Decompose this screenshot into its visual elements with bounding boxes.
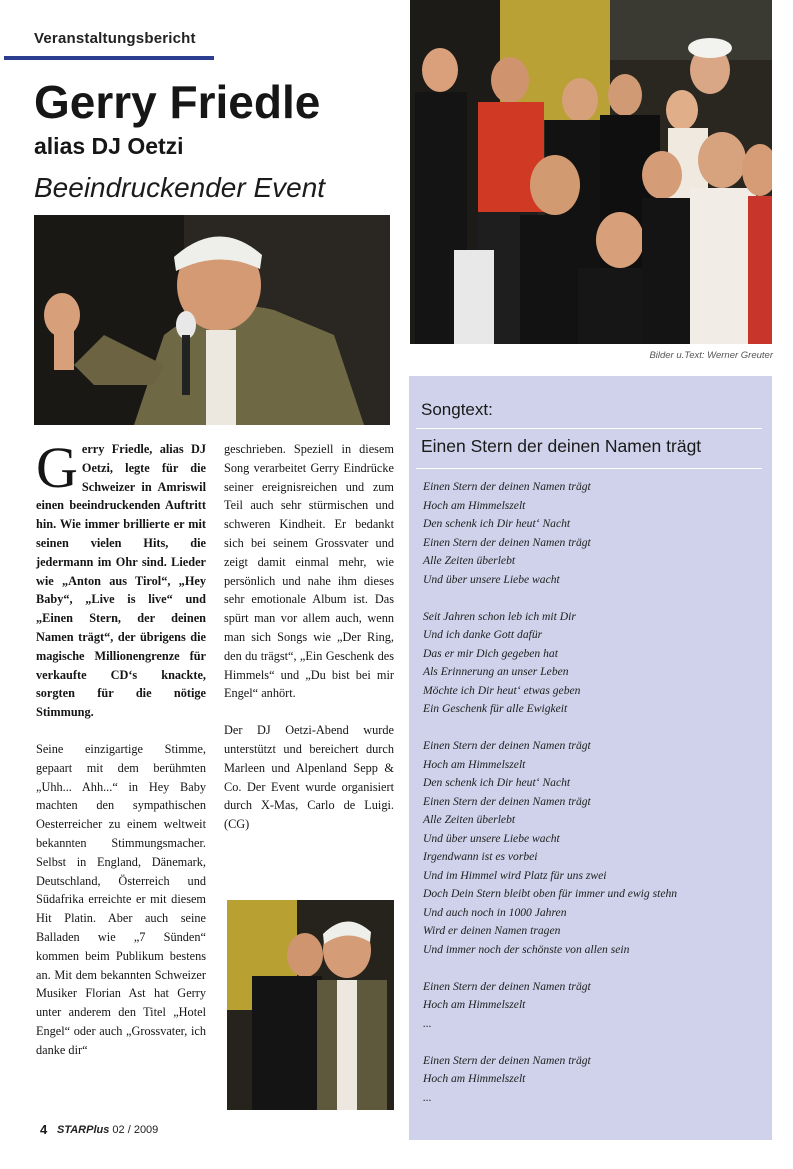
lyric-line: Das er mir Dich gegeben hat [423, 646, 558, 660]
lyric-line: Alle Zeiten überlebt [423, 554, 516, 567]
lyric-line: Und ich danke Gott dafür [423, 628, 543, 641]
article-paragraph-3: geschrieben. Speziell in diesem Song verarbeitet Gerry Eindrücke seiner ereignisreichen und zum Teil auch sehr stürmischen und schweren Kindheit. Er bedankt sich bei seinem Grossvater und zeigt damit einmal mehr, wie persönlich und nahe ihm dieses sehr emotionale Album ist. Das spürt man vor allem auch, wenn man sich Songs wie „Der Ring, den du trägst“, „Ein Geschenk des Himmels“ und „Du bist bei mir Engel“ anhört. [224, 442, 394, 701]
page-subtitle: alias DJ Oetzi [34, 133, 184, 159]
lyric-line: Einen Stern der deinen Namen trägt [423, 794, 591, 808]
section-rule [4, 56, 214, 60]
lyric-line: Einen Stern der deinen Namen trägt [423, 739, 591, 752]
lyric-line: Doch Dein Stern bleibt oben für immer und ewig stehn [423, 887, 678, 900]
lyric-line: Irgendwann ist es vorbei [423, 850, 538, 863]
page-number: 4 [40, 1122, 48, 1137]
lyric-line: Als Erinnerung an unser Leben [423, 665, 569, 678]
photo-credit: Bilder u.Text: Werner Greuter [649, 350, 773, 361]
lyric-line: Einen Stern der deinen Namen trägt [423, 1053, 591, 1067]
issue-number: 02 / 2009 [112, 1124, 159, 1136]
lyric-line: Hoch am Himmelszelt [423, 1072, 526, 1085]
lyric-line: ... [423, 1016, 432, 1030]
lyric-line: Einen Stern der deinen Namen trägt [423, 535, 591, 549]
songtext-rule [416, 428, 762, 429]
lyric-line: Und über unsere Liebe wacht [423, 831, 560, 845]
lyrics [423, 478, 763, 1126]
lyrics-stanza [423, 737, 763, 959]
lyric-line: Wird er deinen Namen tragen [423, 924, 561, 937]
article-lead [36, 435, 206, 722]
article-paragraph-2: Seine einzigartige Stimme, gepaart mit dem berühmten „Uhh... Ahh...“ in Hey Baby machten den sympathischen Oesterreicher zu einem weltweit bekannten Stimmungsmacher. Selbst in England, Dänemark, Deutschland, Österreich und Südafrika erreichte er mit diesem Hit Platin. Aber auch seine Balladen wie „7 Sünden“ kommen beim Publikum bestens an. Mit dem bekannten Schweizer Musiker Florian Ast hat Gerry unter anderem den Titel „Hotel Engel“ oder auch „Grossvater, ich danke dir“ [36, 741, 206, 1057]
article-paragraph-4: Der DJ Oetzi-Abend wurde unterstützt und bereichert durch Marleen und Alpenland Sepp & Co. Der Event wurde organisiert durch X-Mas, Carlo de Luigi. (CG) [224, 723, 394, 832]
magazine-issue [57, 1124, 158, 1136]
lyric-line: Den schenk ich Dir heut‘ Nacht [423, 776, 571, 789]
lyric-line: Ein Geschenk für alle Ewigkeit [423, 702, 568, 715]
lyric-line: Hoch am Himmelszelt [423, 498, 526, 512]
article-column-2 [224, 440, 394, 834]
lyrics-stanza [423, 1052, 763, 1108]
group-photo [410, 0, 772, 344]
lyric-line: Hoch am Himmelszelt [423, 757, 526, 771]
article-column-1 [36, 435, 206, 1060]
section-label: Veranstaltungsbericht [34, 30, 196, 47]
duo-photo [227, 900, 394, 1110]
performer-photo [34, 215, 390, 425]
lyric-line: Den schenk ich Dir heut‘ Nacht [423, 517, 571, 530]
lyric-line: Alle Zeiten überlebt [423, 813, 516, 826]
lyric-line: Und über unsere Liebe wacht [423, 572, 560, 586]
lyric-line: Einen Stern der deinen Namen trägt [423, 979, 591, 993]
lyric-line: Und im Himmel wird Platz für uns zwei [423, 868, 607, 882]
magazine-name: STARPlus [57, 1124, 110, 1136]
lyrics-stanza [423, 978, 763, 1034]
song-title: Einen Stern der deinen Namen trägt [421, 436, 702, 456]
songtext-rule [416, 468, 762, 469]
page-title: Gerry Friedle [34, 76, 321, 128]
lyrics-stanza [423, 478, 763, 589]
songtext-label: Songtext: [421, 400, 493, 419]
lyric-line: Seit Jahren schon leb ich mit Dir [423, 609, 576, 623]
drop-cap: G [36, 435, 78, 500]
page-tagline: Beeindruckender Event [34, 172, 326, 203]
lyric-line: Möchte ich Dir heut‘ etwas geben [423, 683, 581, 697]
lyric-line: ... [423, 1090, 432, 1104]
lyric-line: Einen Stern der deinen Namen trägt [423, 480, 591, 493]
lyrics-stanza [423, 608, 763, 719]
lyric-line: Und immer noch der schönste von allen sein [423, 942, 630, 956]
lyric-line: Hoch am Himmelszelt [423, 998, 526, 1011]
lyric-line: Und auch noch in 1000 Jahren [423, 905, 567, 919]
lead-text: erry Friedle, alias DJ Oetzi, legte für die Schweizer in Amriswil einen beeindruckenden Auftritt hin. Wie immer brillierte er mit seinen vielen Hits, die jedermann im Ohr sind. Lieder wie „Anton aus Tirol“, „Hey Baby“, „Live is live“ und „Einen Stern, der deinen Namen trägt“, der übrigens die magische Millionengrenze für verkaufte CD‘s knackte, sorgten für die nötige Stimmung. [36, 442, 206, 720]
